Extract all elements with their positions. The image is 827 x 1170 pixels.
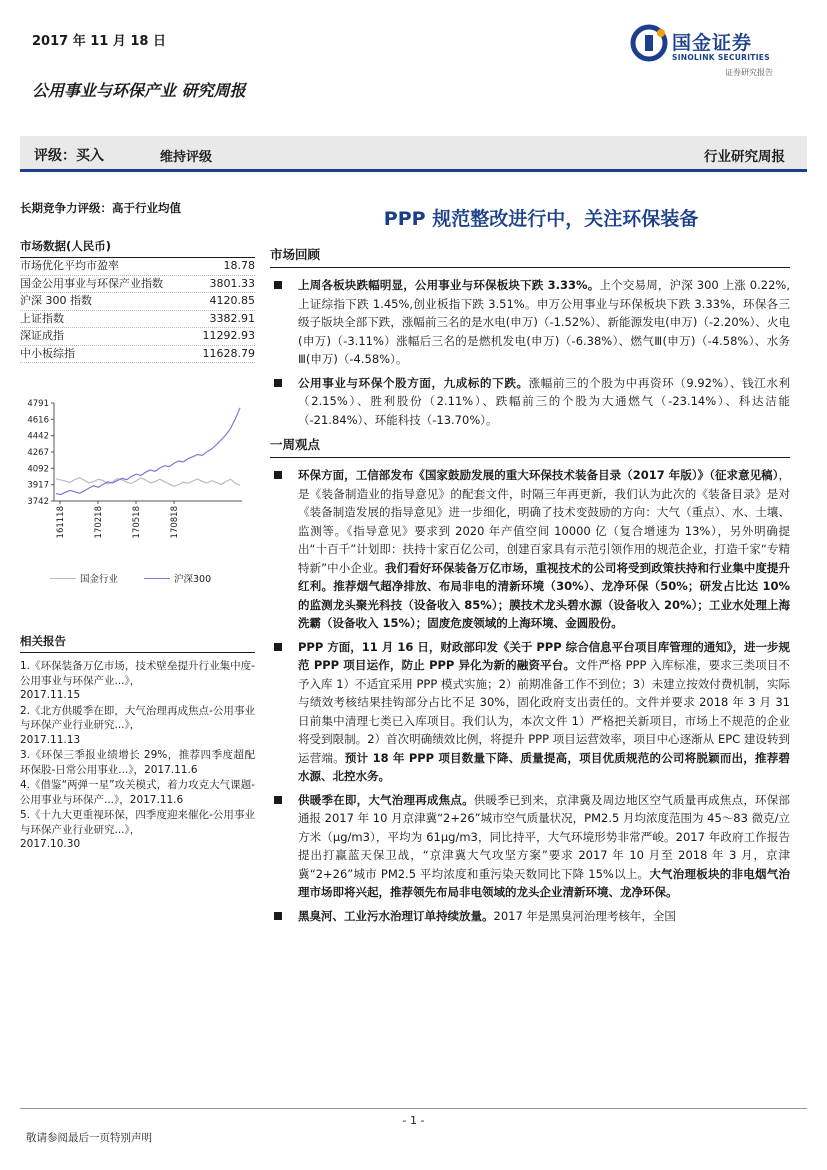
y-tick-label: 4092 (27, 464, 49, 475)
y-tick-label: 3917 (27, 480, 49, 491)
market-row: 深证成指 11292.93 (20, 328, 255, 346)
x-tick-label: 161118 (56, 506, 66, 539)
logo-text-en: SINOLINK SECURITIES (672, 53, 770, 62)
footer-rule (20, 1108, 807, 1127)
footer-disclaimer: 敬请参阅最后一页特别声明 (26, 1132, 152, 1144)
index-line-chart (20, 399, 250, 564)
report-title: 公用事业与环保产业 研究周报 (32, 81, 246, 100)
chart-legend (50, 571, 211, 585)
square-bullet-icon (274, 643, 282, 651)
list-item: 公用事业与环保个股方面，九成标的下跌。涨幅前三的个股为中再资环（9.92%）、钱江水利（2.15%）、胜利股份（2.11%）、跌幅前三的个股为大通燃气（-23.14%）、科达洁能（-21.84%）、环能科技（-13.70%）。 (270, 374, 790, 430)
market-row: 国金公用事业与环保产业指数 3801.33 (20, 276, 255, 294)
market-row: 上证指数 3382.91 (20, 311, 255, 329)
y-tick-label: 3742 (27, 497, 49, 507)
legend-swatch-industry (50, 578, 76, 579)
related-report-item[interactable]: 3.《环保三季报业绩增长 29%，推荐四季度超配环保股-日常公用事业...》，2017.11.6 (20, 749, 255, 776)
related-report-item[interactable]: 2.《北方供暖季在即，大气治理再成焦点-公用事业与环保产业行业研究...》， 2017.11.13 (20, 704, 255, 746)
market-row: 中小板综指 11628.79 (20, 346, 255, 364)
market-data-table (20, 258, 255, 363)
series-line-industry (56, 478, 240, 486)
weekly-view-title: 一周观点 (270, 435, 790, 458)
rating-band (20, 136, 807, 172)
square-bullet-icon (274, 912, 282, 920)
market-row: 沪深 300 指数 4120.85 (20, 293, 255, 311)
report-date: 2017 年 11 月 18 日 (32, 34, 166, 49)
market-row: 市场优化平均市盈率 18.78 (20, 258, 255, 276)
square-bullet-icon (274, 796, 282, 804)
page-number: - 1 - (402, 1114, 425, 1127)
legend-label-hs300: 沪深300 (174, 574, 212, 585)
related-report-item[interactable]: 5.《十九大更重视环保，四季度迎来催化-公用事业与环保产业行业研究...》， 2017.10.30 (20, 809, 255, 850)
sinolink-logo-icon (630, 24, 668, 62)
list-item: PPP 方面，11 月 16 日，财政部印发《关于 PPP 综合信息平台项目库管理的通知》，进一步规范 PPP 项目运作，防止 PPP 异化为新的融资平台。文件严格 PPP 入库标准，要求三类项目不予入库 1）不适宜采用 PPP 模式实施；2）前期准备工作不到位；3）未建立按效付费机制，实际与绩效考核结果挂钩部分占比不足 30%，固化政府支出责任的。文件并要求 2018 年 3 月 31 日前集中清理七类已入库项目。我们认为，本次文件 1）严格把关新项目，市场上不规范的企业将受到限制。2）首次明确绩效比例，将提升 PPP 项目运营效率，项目中心逐渐从 EPC 建设转到运营端。预计 18 年 PPP 项目数量下降、质量提高，项目优质规范的公司将脱颖而出，推荐碧水源、北控水务。 (270, 638, 790, 786)
related-reports-title: 相关报告 (20, 633, 255, 653)
legend-label-industry: 国金行业 (80, 574, 119, 585)
square-bullet-icon (274, 281, 282, 289)
y-tick-label: 4267 (27, 448, 49, 458)
market-data-title: 市场数据(人民币) (20, 238, 255, 258)
list-item: 黑臭河、工业污水治理订单持续放量。2017 年是黑臭河治理考核年，全国 (270, 907, 790, 926)
logo-text-cn: 国金证券 (672, 32, 753, 54)
rating: 评级：买入 (34, 148, 104, 164)
report-type: 行业研究周报 (704, 149, 785, 165)
related-report-item[interactable]: 1.《环保装备万亿市场，技术壁垒提升行业集中度-公用事业与环保产业...》， 2017.11.15 (20, 660, 255, 701)
sidebar (20, 200, 255, 853)
company-logo (630, 24, 800, 80)
index-chart (20, 399, 255, 589)
legend-swatch-hs300 (144, 578, 170, 579)
list-item: 环保方面，工信部发布《国家鼓励发展的重大环保技术装备目录（2017 年版）》（征求意见稿），是《装备制造业的指导意见》的配套文件，时隔三年再更新，我们认为此次的《装备目录》是对《装备制造发展的指导意见》进一步细化，明确了技术变鼓励的方向：大气（重点）、水、土壤、监测等。《指导意见》要求到 2020 年产值空间 10000 亿（复合增速为 13%），另外明确提出“十百千”计划即：扶持十家百亿公司，创建百家具有示范引领作用的规范企业，打造千家“专精特新”中小企业。我们看好环保装备万亿市场，重视技术的公司将受到政策扶持和行业集中度提升红利。推荐烟气超净排放、布局非电的清新环境（30%）、龙净环保（50%；研发占比达 10%的监测龙头聚光科技（设备收入 85%）；膜技术龙头碧水源（设备收入 20%）；工业水处理上海洗霸（设备收入 15%）；固废危废领域的上海环境、金圆股份。 (270, 466, 790, 633)
related-report-item[interactable]: 4.《借鉴“两弹一星”攻关模式，着力攻克大气课题-公用事业与环保产...》，2017.11.6 (20, 779, 255, 806)
main-content (270, 245, 790, 930)
logo-subtitle: 证券研究报告 (725, 68, 773, 77)
y-tick-label: 4791 (27, 399, 49, 409)
x-tick-label: 170218 (94, 506, 104, 539)
x-tick-label: 170518 (132, 506, 142, 539)
competitiveness-rating: 长期竞争力评级：高于行业均值 (20, 201, 181, 215)
list-item: 上周各板块跌幅明显，公用事业与环保板块下跌 3.33%。上个交易周，沪深 300 上涨 0.22%,上证综指下跌 1.45%,创业板指下跌 3.51%。申万公用事业与环保板块下跌 3.33%，环保各三级子版块全部下跌，涨幅前三名的是水电(申万)（-1.52%）、新能源发电(申万)（-2.20%）、火电(申万)（-3.11%）涨幅后三名的是燃机发电(申万)（-6.38%）、燃气Ⅲ(申万)（-4.58%）、水务Ⅲ(申万)（-4.58%）。 (270, 276, 790, 369)
y-tick-label: 4442 (27, 431, 49, 442)
y-tick-label: 4616 (27, 415, 49, 426)
x-tick-label: 170818 (170, 506, 180, 539)
headline: PPP 规范整改进行中，关注环保装备 (383, 208, 699, 230)
rating-note: 维持评级 (160, 150, 213, 165)
related-reports-list (20, 659, 255, 852)
square-bullet-icon (274, 379, 282, 387)
market-review-title: 市场回顾 (270, 245, 790, 268)
square-bullet-icon (274, 471, 282, 479)
list-item: 供暖季在即，大气治理再成焦点。供暖季已到来，京津冀及周边地区空气质量再成焦点，环保部通报 2017 年 10 月京津冀“2+26”城市空气质量状况，PM2.5 月均浓度范围为 45～83 微克/立方米（μg/m3），平均为 61μg/m3，同比持平，大气环境形势非常严峻。2017 年政府工作报告提出打赢蓝天保卫战，“京津冀大气攻坚方案”要求 2017 年 10 月至 2018 年 3 月，京津冀“2+26”城市 PM2.5 平均浓度和重污染天数同比下降 15%以上。大气治理板块的非电烟气治理市场即将兴起，推荐领先布局非电领域的龙头企业清新环境、龙净环保。 (270, 791, 790, 902)
